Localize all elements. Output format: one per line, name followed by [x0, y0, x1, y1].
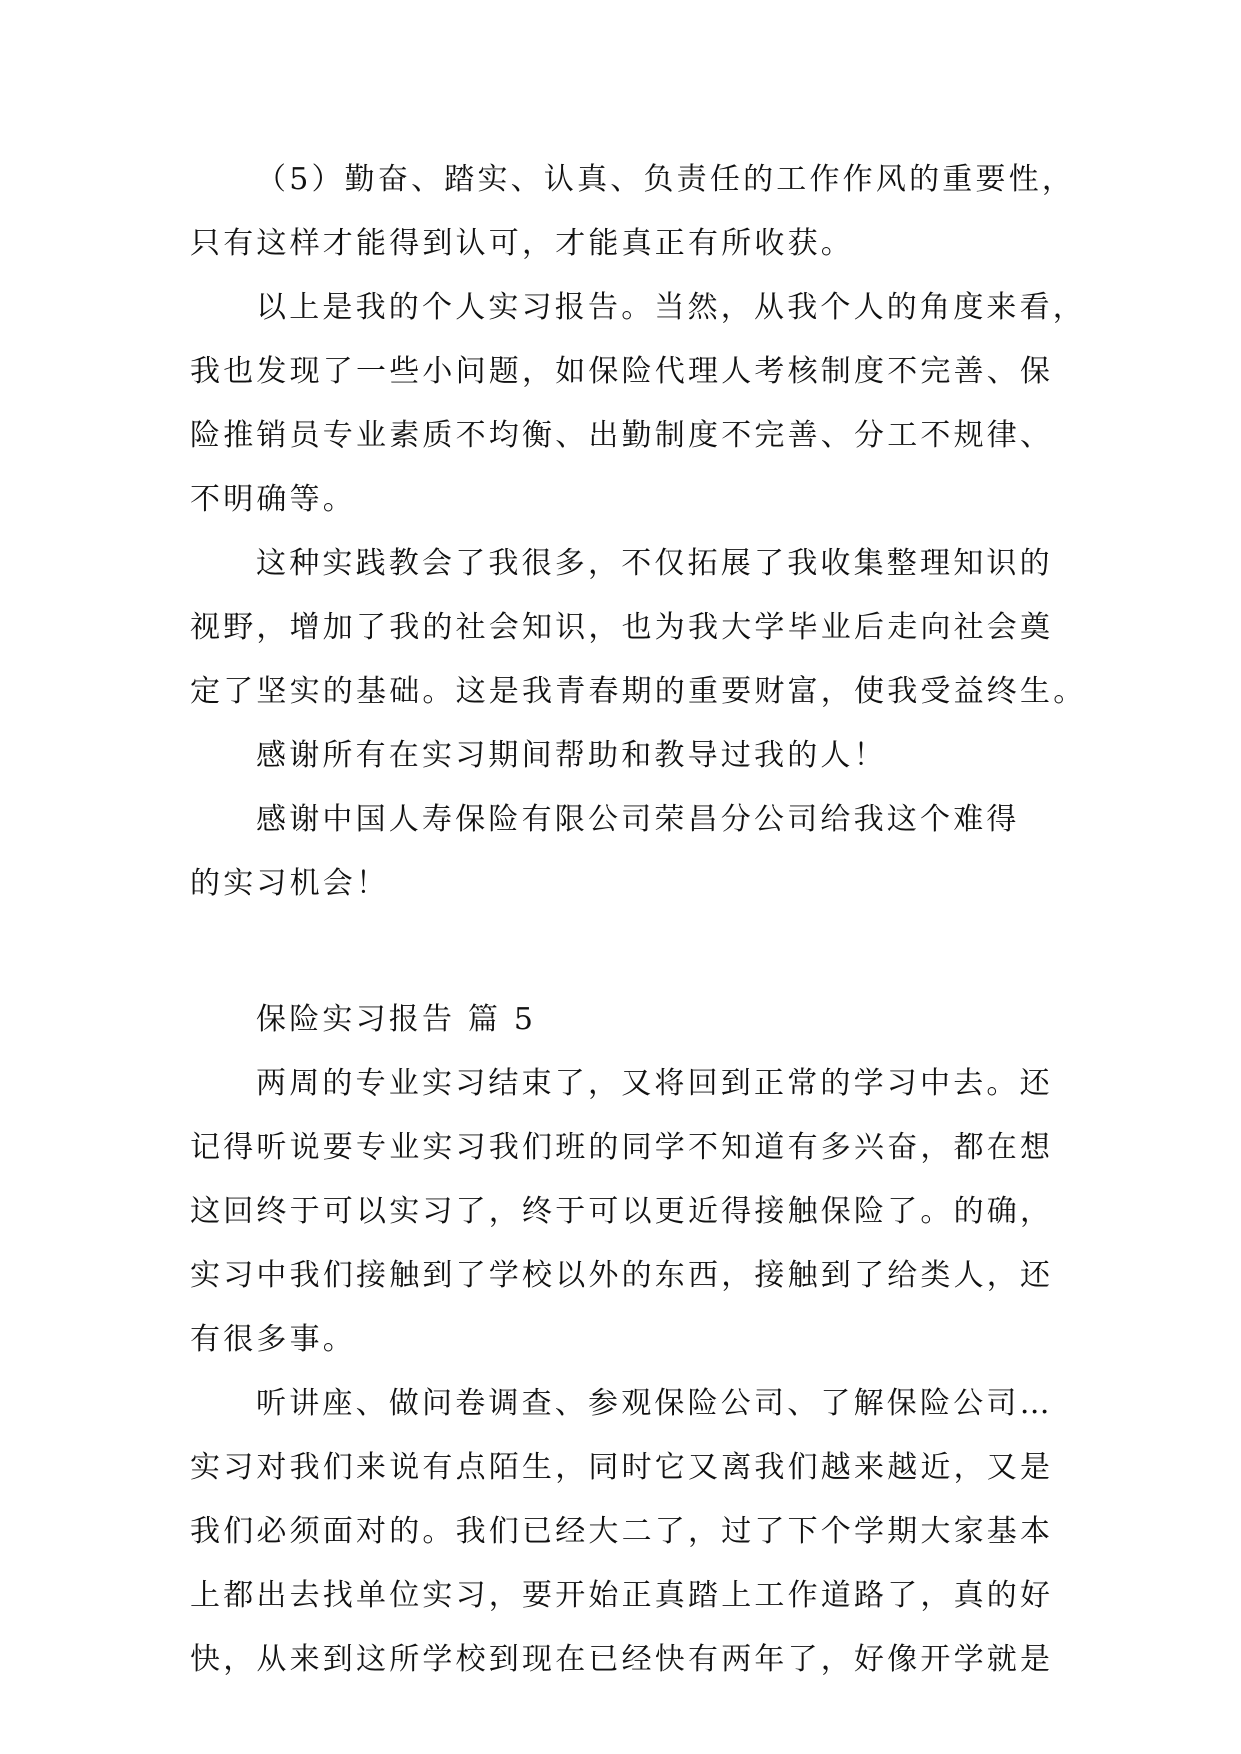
section-spacer — [190, 928, 1070, 1000]
paragraph-line: 我也发现了一些小问题，如保险代理人考核制度不完善、保 — [190, 354, 1054, 389]
paragraph-line: 实习中我们接触到了学校以外的东西，接触到了给类人，还 — [190, 1258, 1054, 1293]
paragraph-line: 的实习机会！ — [190, 866, 390, 901]
paragraph-line: 听讲座、做问卷调查、参观保险公司、了解保险公司… — [256, 1386, 1053, 1421]
paragraph-line: （5）勤奋、踏实、认真、负责任的工作作风的重要性， — [256, 162, 1076, 197]
paragraph-line: 以上是我的个人实习报告。当然，从我个人的角度来看， — [256, 290, 1086, 325]
document-body — [190, 160, 1087, 1704]
paragraph-line: 有很多事。 — [190, 1322, 356, 1357]
paragraph-line: 定了坚实的基础。这是我青春期的重要财富，使我受益终生。 — [190, 674, 1087, 709]
paragraph-line: 视野，增加了我的社会知识，也为我大学毕业后走向社会奠 — [190, 610, 1054, 645]
paragraph-line: 这回终于可以实习了，终于可以更近得接触保险了。的确， — [190, 1194, 1054, 1229]
paragraph-line: 上都出去找单位实习，要开始正真踏上工作道路了，真的好 — [190, 1578, 1054, 1613]
paragraph-line: 感谢中国人寿保险有限公司荣昌分公司给我这个难得 — [256, 802, 1020, 837]
paragraph-line: 快，从来到这所学校到现在已经快有两年了，好像开学就是 — [190, 1642, 1054, 1677]
paragraph-line: 两周的专业实习结束了，又将回到正常的学习中去。还 — [256, 1066, 1053, 1101]
paragraph-line: 实习对我们来说有点陌生，同时它又离我们越来越近，又是 — [190, 1450, 1054, 1485]
paragraph-line: 我们必须面对的。我们已经大二了，过了下个学期大家基本 — [190, 1514, 1054, 1549]
paragraph-line: 不明确等。 — [190, 482, 356, 517]
paragraph-line: 记得听说要专业实习我们班的同学不知道有多兴奋，都在想 — [190, 1130, 1054, 1165]
paragraph-line: 感谢所有在实习期间帮助和教导过我的人！ — [256, 738, 887, 773]
paragraph-line: 只有这样才能得到认可，才能真正有所收获。 — [190, 226, 854, 261]
paragraph-line: 这种实践教会了我很多，不仅拓展了我收集整理知识的 — [256, 546, 1053, 581]
section-heading: 保险实习报告 篇 5 — [256, 1002, 537, 1037]
paragraph-line: 险推销员专业素质不均衡、出勤制度不完善、分工不规律、 — [190, 418, 1054, 453]
